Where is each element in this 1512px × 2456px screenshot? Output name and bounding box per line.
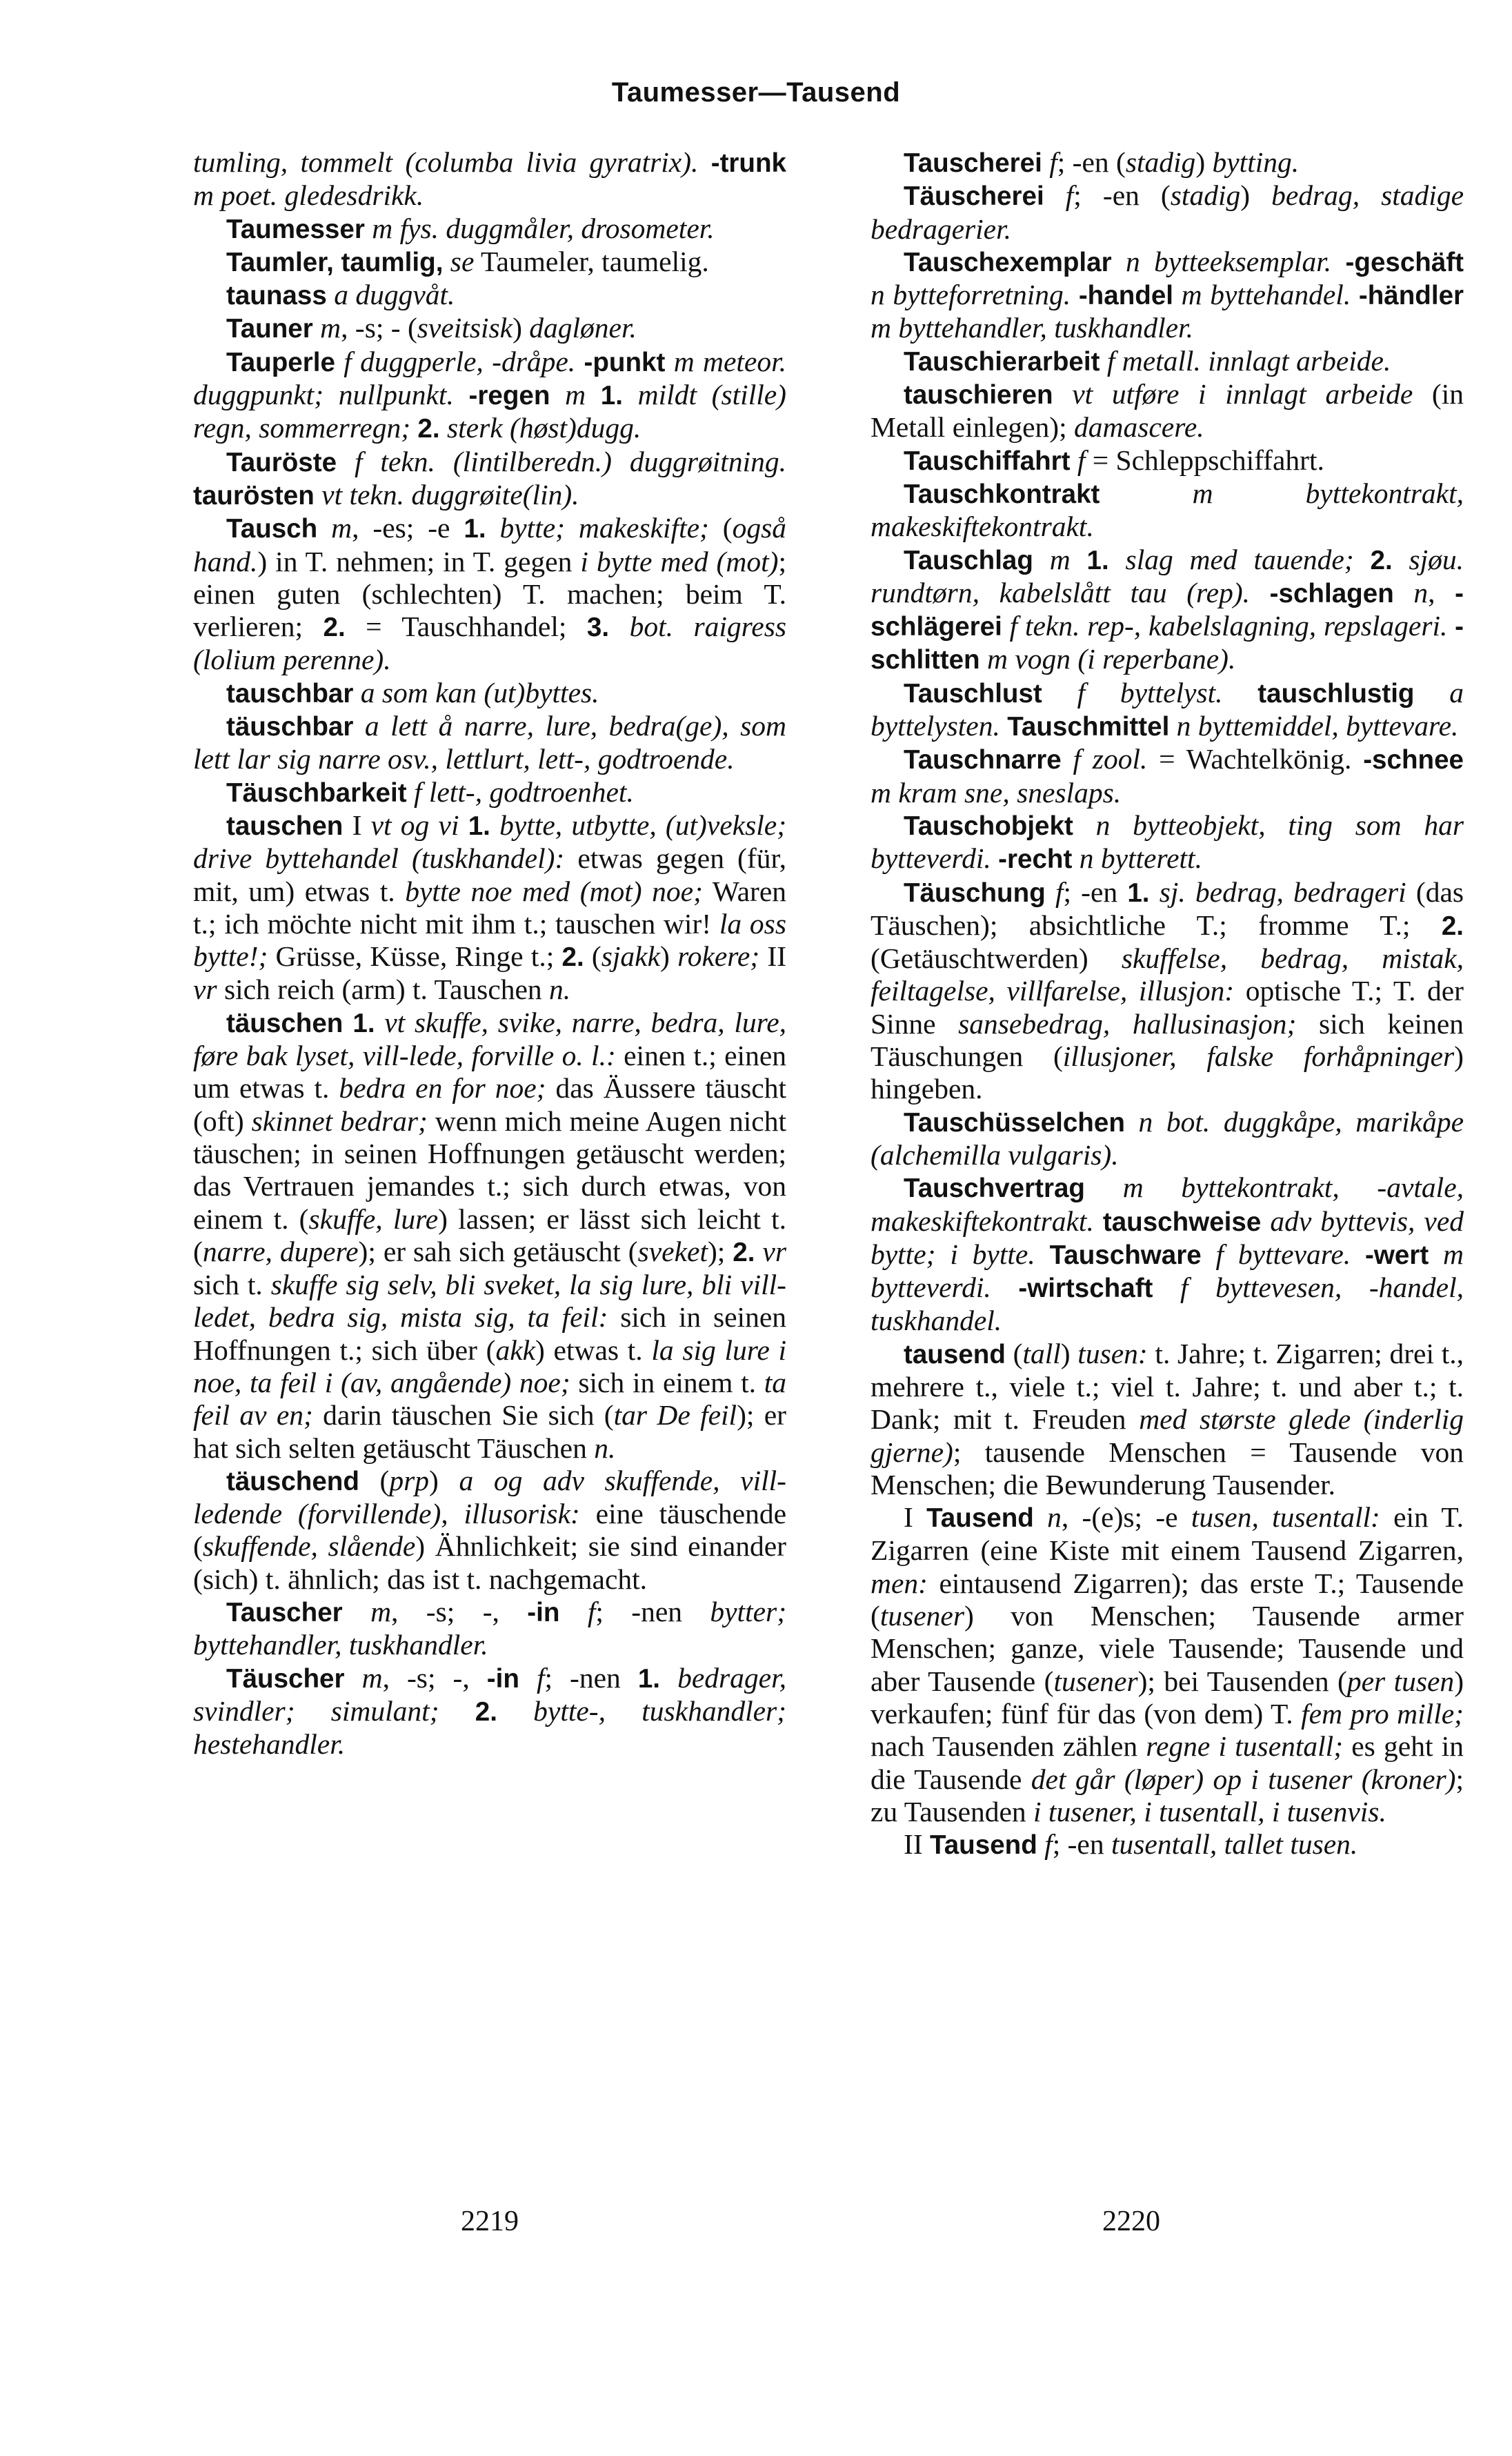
page-number-left: 2219: [461, 2206, 519, 2237]
dictionary-entry: Täuscher m, -s; -, -in f; -nen 1. bedrager, svindler; simulant; 2. bytte-, tuskhandler; hestehandler.: [193, 1661, 786, 1761]
dictionary-entry: tumling, tommelt (columba livia gyratrix). -trunk m poet. gledesdrikk.: [193, 146, 787, 212]
dictionary-entry: Tauner m, -s; - (sveitsisk) dagløner.: [226, 312, 637, 344]
dictionary-entry: tauschieren vt utføre i innlagt arbeide (in Metall einlegen); damascere.: [871, 378, 1464, 444]
dictionary-entry: Taumesser m fys. duggmåler, drosometer.: [226, 212, 715, 244]
dictionary-entry: Tauschkontrakt m byttekontrakt, makeskiftekontrakt.: [871, 477, 1464, 543]
dictionary-entry: Tauschierarbeit f metall. innlagt arbeide.: [904, 344, 1391, 377]
dictionary-entry: tauschen I vt og vi 1. bytte, utbytte, (ut)veksle; drive byttehandel (tuskhandel): etwas gegen (für, mit, um) etwas t. bytte noe med (mot) noe; Waren t.; ich möchte nicht mit ihm t.; tauschen wir! la oss bytte!; Grüsse, Küsse, Ringe t.; 2. (sjakk) rokere; II vr sich reich (arm) t. Tauschen n.: [193, 809, 787, 1006]
page-number-right: 2220: [1102, 2206, 1160, 2237]
dictionary-entry: Tauschiffahrt f = Schleppschiffahrt.: [904, 444, 1324, 476]
dictionary-entry: Tauperle f duggperle, -dråpe. -punkt m meteor. duggpunkt; nullpunkt. -regen m 1. mildt (stille) regn, sommerregn; 2. sterk (høst)dugg.: [193, 345, 787, 444]
dictionary-entry: Täuschbarkeit f lett-, godtroenhet.: [226, 775, 634, 808]
dictionary-entry: Tauscher m, -s; -, -in f; -nen bytter; byttehandler, tuskhandler.: [193, 1596, 787, 1661]
dictionary-entry: täuschen 1. vt skuffe, svike, narre, bedra, lure, føre bak lyset, vill-lede, forville o. l.: einen t.; einen um etwas t. bedra en for noe; das Äussere täuscht (oft) skinnet bedrar; wenn mich meine Augen nicht täuschen; in seinen Hoffnungen getäuscht werden; das Vertrauen jemandes t.; sich durch etwas, von einem t. (skuffe, lure) lassen; er lässt sich leicht t. (narre, dupere); er sah sich getäuscht (sveket); 2. vr sich t. skuffe sig selv, bli sveket, la sig lure, bli vill-ledet, bedra sig, mista sig, ta feil: sich in seinen Hoffnungen t.; sich über (akk) etwas t. la sig lure i noe, ta feil i (av, angående) noe; sich in einem t. ta feil av en; darin täuschen Sie sich (tar De feil); er hat sich selten getäuscht Täuschen n.: [193, 1006, 787, 1464]
dictionary-entry: Tauschlust f byttelyst. tauschlustig a byttelysten. Tauschmittel n byttemiddel, byttevare.: [871, 676, 1464, 742]
dictionary-entry: Tauschüsselchen n bot. duggkåpe, marikåpe (alchemilla vulgaris).: [871, 1105, 1464, 1171]
dictionary-entry: taunass a duggvåt.: [226, 279, 455, 311]
dictionary-entry: täuschbar a lett å narre, lure, bedra(ge), som lett lar sig narre osv., lettlurt, lett-, godtroende.: [193, 710, 787, 775]
dictionary-entry: Täuscherei f; -en (stadig) bedrag, stadige bedragerier.: [871, 179, 1464, 245]
dictionary-entry: Tauschobjekt n bytteobjekt, ting som har bytteverdi. -recht n bytterett.: [871, 809, 1464, 875]
dictionary-entry: Tausch m, -es; -e 1. bytte; makeskifte; (også hand.) in T. nehmen; in T. gegen i bytte med (mot); einen guten (schlechten) T. machen; beim T. verlieren; 2. = Tauschhandel; 3. bot. raigress (lolium perenne).: [193, 512, 787, 676]
dictionary-entry: Tauschnarre f zool. = Wachtelkönig. -schnee m kram sne, sneslaps.: [871, 743, 1464, 809]
dictionary-entry: II Tausend f; -en tusentall, tallet tusen.: [904, 1828, 1358, 1861]
dictionary-entry: Tauschexemplar n bytteeksemplar. -geschäft n bytteforretning. -handel m byttehandel. -händler m byttehandler, tuskhandler.: [871, 245, 1464, 344]
dictionary-entry: tausend (tall) tusen: t. Jahre; t. Zigarren; drei t., mehrere t., viele t.; viel t. Jahre; t. und aber t.; t. Dank; mit t. Freuden med største glede (inderlig gjerne); tausende Menschen = Tausende von Menschen; die Bewunderung Tausender.: [871, 1337, 1464, 1501]
dictionary-entry: Taumler, taumlig, se Taumeler, taumelig.: [226, 245, 709, 277]
right-column: [871, 146, 1464, 1861]
dictionary-entry: täuschend (prp) a og adv skuffende, vill-ledende (forvillende), illusorisk: eine täuschende (skuffende, slående) Ähnlichkeit; sie sind einander (sich) t. ähnlich; das ist t. nachgemacht.: [193, 1464, 786, 1595]
dictionary-entry: Tauschvertrag m byttekontrakt, -avtale, makeskiftekontrakt. tauschweise adv byttevis, ved bytte; i bytte. Tauschware f byttevare. -wert m bytteverdi. -wirtschaft f byttevesen, -handel, tuskhandel.: [871, 1171, 1464, 1337]
dictionary-entry: Tauschlag m 1. slag med tauende; 2. sjøu. rundtørn, kabelslått tau (rep). -schlagen n, -schlägerei f tekn. rep-, kabelslagning, repslageri. -schlitten m vogn (i reperbane).: [871, 543, 1464, 675]
left-column: [193, 146, 786, 1761]
dictionary-entry: Tauröste f tekn. (lintilberedn.) duggrøitning. taurösten vt tekn. duggrøite(lin).: [193, 445, 786, 511]
dictionary-entry: I Tausend n, -(e)s; -e tusen, tusentall: ein T. Zigarren (eine Kiste mit einem Tausend Zigarren, men: eintausend Zigarren); das erste T.; Tausende (tusener) von Menschen; Tausende armer Menschen; ganze, viele Tausende; Tausende und aber Tausende (tusener); bei Tausenden (per tusen) verkaufen; fünf für das (von dem) T. fem pro mille; nach Tausenden zählen regne i tusentall; es geht in die Tausende det går (løper) op i tusener (kroner); zu Tausenden i tusener, i tusentall, i tusenvis.: [871, 1501, 1464, 1828]
dictionary-entry: Tauscherei f; -en (stadig) bytting.: [904, 146, 1300, 178]
dictionary-entry: Täuschung f; -en 1. sj. bedrag, bedrageri (das Täuschen); absichtliche T.; fromme T.; 2. (Getäuschtwerden) skuffelse, bedrag, mistak, feiltagelse, villfarelse, illusjon: optische T.; T. der Sinne sansebedrag, hallusinasjon; sich keinen Täuschungen (illusjoner, falske forhåpninger) hingeben.: [871, 875, 1464, 1105]
dictionary-entry: tauschbar a som kan (ut)byttes.: [226, 676, 599, 709]
running-header: Taumesser—Tausend: [611, 77, 901, 108]
